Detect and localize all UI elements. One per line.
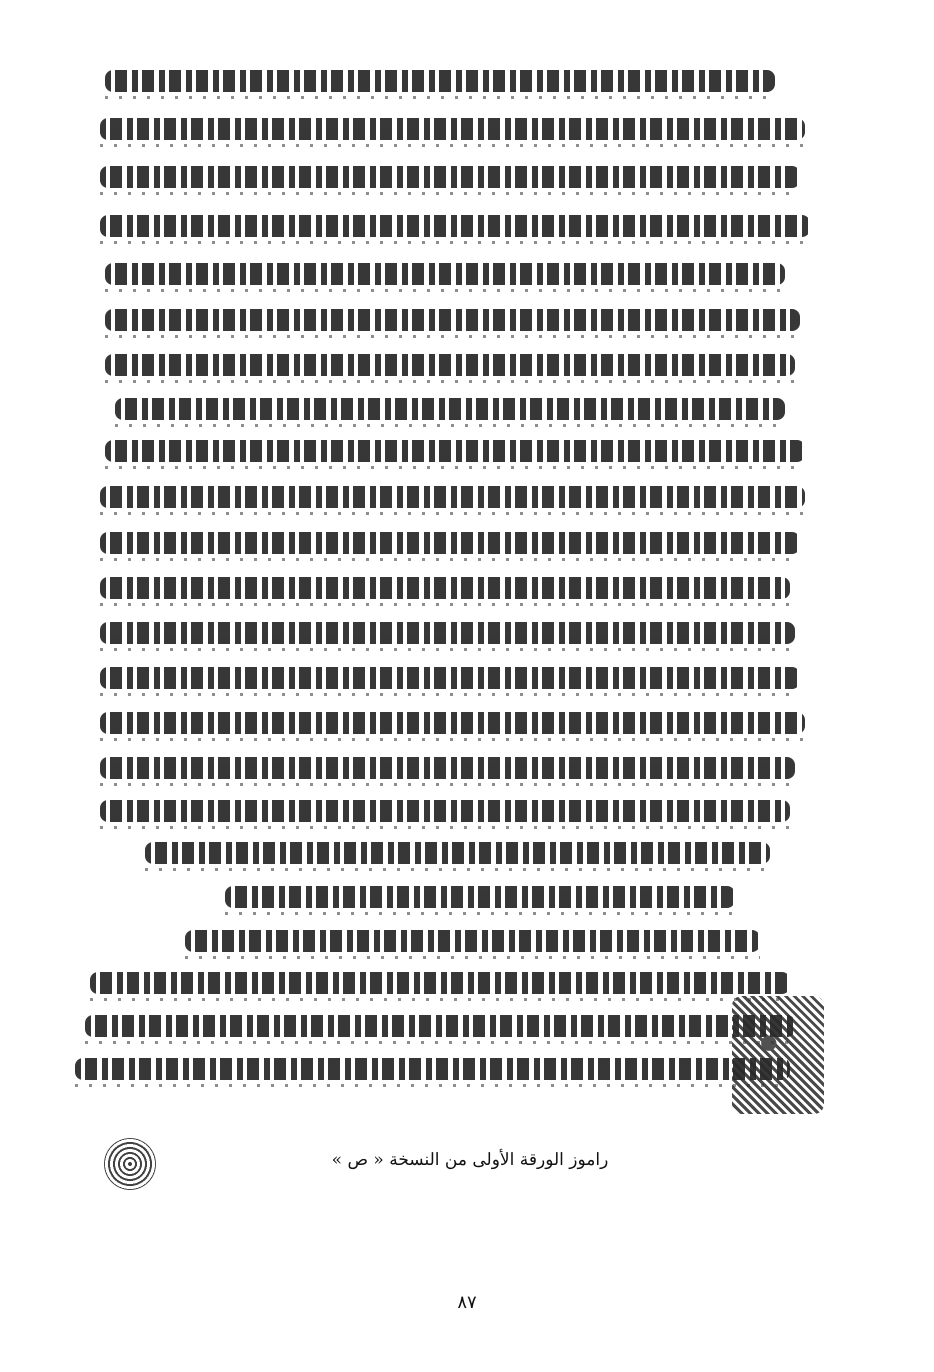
- manuscript-line: [100, 667, 800, 689]
- manuscript-line: [85, 1015, 795, 1037]
- figure-caption: راموز الورقة الأولى من النسخة « ص »: [331, 1150, 609, 1170]
- manuscript-line: [225, 886, 735, 908]
- manuscript-image: [60, 40, 820, 1110]
- manuscript-line: [100, 215, 810, 237]
- manuscript-line: [75, 1058, 790, 1080]
- manuscript-line: [100, 118, 805, 140]
- manuscript-line: [100, 757, 795, 779]
- manuscript-line: [100, 532, 800, 554]
- manuscript-line: [100, 712, 805, 734]
- manuscript-line: [100, 166, 800, 188]
- manuscript-line: [145, 842, 770, 864]
- manuscript-line: [100, 622, 795, 644]
- manuscript-line: [105, 440, 805, 462]
- manuscript-line: [100, 800, 790, 822]
- manuscript-line: [100, 486, 805, 508]
- manuscript-line: [185, 930, 760, 952]
- manuscript-line: [90, 972, 790, 994]
- manuscript-line: [105, 70, 775, 92]
- library-stamp: [732, 996, 824, 1114]
- ownership-seal: [104, 1138, 156, 1190]
- manuscript-line: [115, 398, 785, 420]
- manuscript-line: [105, 354, 795, 376]
- page-number: ٨٧: [457, 1292, 477, 1313]
- manuscript-line: [105, 263, 785, 285]
- manuscript-line: [105, 309, 800, 331]
- manuscript-line: [100, 577, 790, 599]
